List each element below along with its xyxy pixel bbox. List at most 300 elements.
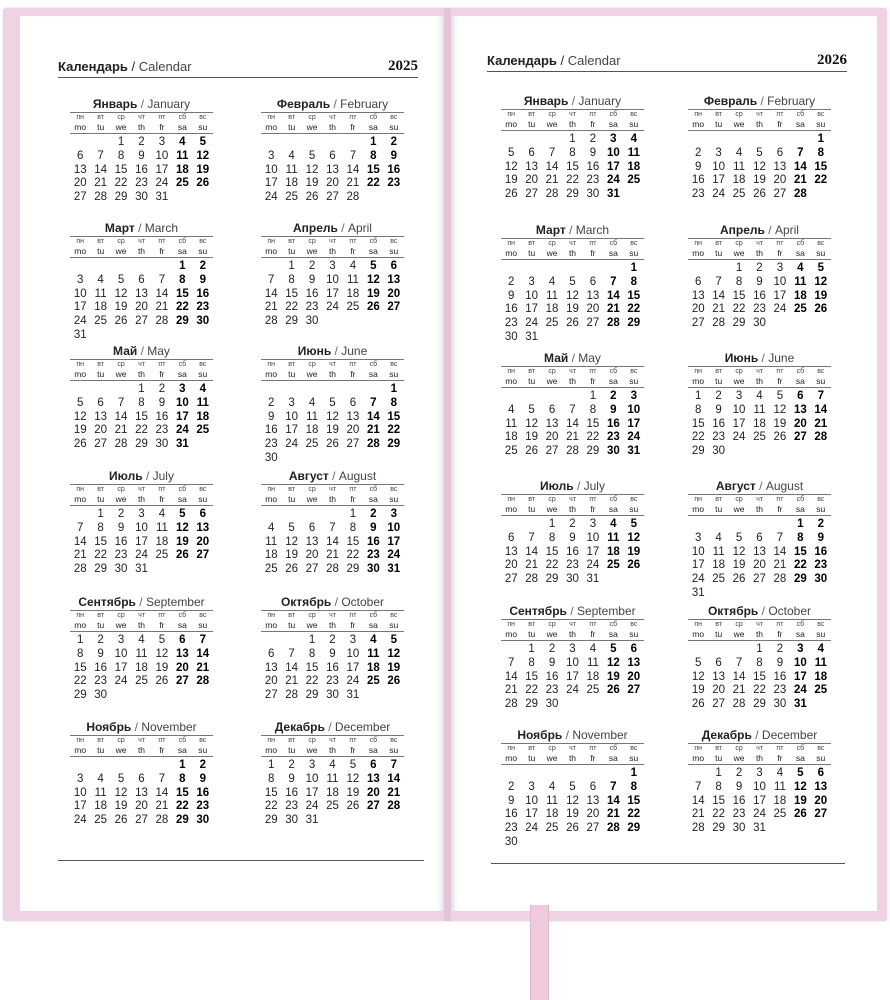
day-cell: 24 [753, 808, 766, 821]
weekday-label: пн [694, 496, 703, 503]
day-cell: 14 [326, 535, 339, 548]
day-cell: 24 [155, 177, 169, 190]
day-cell: 6 [589, 780, 597, 793]
day-cell: 23 [264, 438, 278, 451]
day-cell: 25 [773, 808, 787, 821]
day-cell: 23 [814, 559, 828, 572]
day-cell: 8 [390, 396, 397, 409]
day-cell: 5 [569, 780, 576, 793]
day-cell: 10 [155, 149, 169, 162]
weekday-label: пт [158, 612, 166, 619]
month-name-en: May [147, 344, 170, 358]
day-cell: 19 [326, 424, 339, 437]
day-cell: 7 [817, 390, 824, 402]
days-grid [688, 390, 831, 459]
day-cell: 16 [305, 287, 319, 300]
day-cell: 13 [73, 163, 87, 176]
day-cell: 7 [329, 521, 336, 534]
weekday-header-ru [688, 494, 831, 504]
day-cell: 20 [175, 661, 189, 674]
weekday-label: tu [97, 122, 105, 132]
month-name-en: December [334, 720, 391, 734]
day-cell: 1 [630, 767, 637, 779]
day-cell: 21 [773, 559, 787, 572]
day-cell: 16 [814, 545, 828, 558]
day-cell: 17 [606, 160, 620, 173]
day-cell: 16 [753, 289, 766, 302]
day-cell: 24 [114, 675, 128, 688]
blank-cell [70, 383, 90, 397]
weekday-header-ru [688, 238, 831, 248]
day-cell: 4 [756, 390, 763, 402]
weekday-label: пт [158, 114, 166, 121]
weekday-header-ru [688, 743, 831, 753]
weekday-label: сб [369, 114, 378, 121]
day-cell: 27 [73, 191, 87, 204]
weekday-rule [501, 130, 644, 131]
month-block [70, 594, 213, 703]
day-cell: 4 [715, 531, 722, 544]
month-name-ru: Октябрь [707, 604, 759, 618]
day-cell: 2 [508, 780, 515, 793]
month-block [261, 594, 404, 703]
day-cell: 19 [753, 174, 766, 187]
day-cell: 20 [545, 431, 559, 444]
month-name-ru: Февраль [276, 97, 331, 111]
weekday-label: we [306, 246, 318, 256]
month-name-separator: / [562, 728, 573, 742]
day-cell: 12 [366, 273, 380, 286]
weekday-label: mo [265, 494, 278, 504]
weekday-label: we [546, 753, 558, 763]
day-cell: 14 [545, 160, 559, 173]
day-cell: 10 [305, 772, 319, 785]
weekday-label: вс [630, 111, 638, 118]
weekday-label: tu [288, 494, 296, 504]
day-cell: 1 [288, 260, 295, 272]
day-cell: 27 [773, 188, 787, 201]
day-cell: 3 [610, 133, 617, 145]
weekday-label: ср [548, 745, 556, 752]
day-cell: 29 [732, 317, 746, 330]
day-cell: 27 [793, 431, 807, 444]
day-cell: 20 [691, 303, 705, 316]
weekday-label: mo [74, 745, 87, 755]
calendar-page-2025 [20, 16, 444, 911]
day-cell: 29 [753, 698, 766, 711]
weekday-label: пт [349, 612, 357, 619]
weekday-header-en [501, 629, 644, 640]
day-cell: 22 [814, 174, 828, 187]
day-cell: 3 [630, 390, 637, 402]
weekday-header-en [261, 494, 404, 505]
day-cell: 12 [814, 275, 828, 288]
day-cell: 8 [548, 531, 556, 544]
day-cell: 17 [346, 661, 360, 674]
month-block [688, 603, 831, 712]
day-cell: 6 [695, 275, 702, 288]
day-cell: 23 [504, 317, 518, 330]
day-cell: 15 [586, 417, 600, 430]
day-cell: 19 [387, 661, 401, 674]
weekday-label: пн [76, 238, 85, 245]
day-cell: 4 [370, 634, 377, 646]
weekday-label: пт [776, 745, 784, 752]
day-cell: 13 [691, 289, 705, 302]
day-cell: 6 [548, 403, 556, 416]
weekday-label: пт [589, 368, 597, 375]
footer-rule [491, 863, 845, 864]
day-cell: 2 [776, 643, 784, 655]
day-cell: 27 [712, 698, 726, 711]
day-cell: 30 [264, 451, 278, 464]
weekday-label: ср [117, 238, 125, 245]
day-cell: 28 [566, 445, 579, 458]
weekday-label: вт [97, 238, 105, 245]
day-cell: 19 [504, 174, 518, 187]
day-cell: 13 [135, 786, 148, 799]
weekday-label: tu [715, 629, 723, 639]
day-cell: 4 [610, 518, 617, 530]
weekday-label: su [389, 246, 399, 256]
month-name [688, 222, 831, 238]
weekday-label: sa [608, 248, 618, 258]
day-cell: 7 [548, 146, 556, 159]
day-cell: 25 [606, 559, 620, 572]
day-cell: 9 [610, 403, 617, 416]
day-cell: 14 [346, 163, 360, 176]
day-cell: 18 [753, 417, 766, 430]
day-cell: 8 [77, 647, 84, 660]
day-cell: 16 [504, 808, 518, 821]
day-cell: 16 [326, 661, 339, 674]
day-cell: 12 [114, 287, 128, 300]
day-cell: 27 [586, 317, 600, 330]
day-cell: 11 [306, 410, 319, 423]
weekday-rule [688, 387, 831, 388]
day-cell: 6 [776, 146, 784, 159]
day-cell: 9 [158, 396, 166, 409]
weekday-label: sa [368, 122, 378, 132]
header-rule [58, 77, 418, 78]
weekday-header-en [70, 369, 213, 380]
weekday-label: fr [350, 246, 356, 256]
day-cell: 19 [305, 177, 319, 190]
weekday-label: th [328, 620, 337, 630]
day-cell: 12 [196, 149, 210, 162]
month-name [70, 343, 213, 359]
weekday-label: mo [505, 119, 518, 129]
month-block [501, 478, 644, 587]
day-cell: 25 [793, 303, 807, 316]
day-cell: 2 [97, 634, 104, 646]
day-cell: 11 [627, 146, 640, 159]
day-cell: 5 [308, 149, 316, 162]
day-cell: 26 [346, 800, 360, 813]
day-cell: 12 [793, 780, 807, 793]
day-cell: 15 [285, 287, 299, 300]
day-cell: 16 [285, 786, 299, 799]
day-cell: 5 [349, 759, 357, 771]
day-cell: 9 [288, 772, 295, 785]
weekday-label: вт [715, 368, 723, 375]
month-name-en: June [768, 351, 795, 365]
weekday-rule [501, 640, 644, 641]
day-cell: 7 [199, 634, 206, 646]
weekday-label: th [755, 753, 764, 763]
day-cell: 5 [695, 656, 702, 669]
day-cell: 20 [814, 794, 828, 807]
day-cell: 23 [504, 822, 518, 835]
day-cell: 29 [305, 689, 319, 702]
day-cell: 5 [199, 136, 206, 148]
weekday-label: пт [589, 621, 597, 628]
weekday-label: вс [390, 737, 398, 744]
blank-cell [542, 262, 562, 276]
day-cell: 11 [176, 149, 189, 162]
day-cell: 16 [94, 661, 108, 674]
weekday-label: чт [138, 612, 145, 619]
planner-spine [444, 8, 451, 921]
blank-cell [521, 767, 541, 781]
weekday-label: th [328, 246, 337, 256]
weekday-label: fr [350, 122, 356, 132]
weekday-rule [261, 133, 404, 134]
day-cell: 27 [135, 814, 148, 827]
day-cell: 27 [504, 573, 518, 586]
day-cell: 20 [712, 684, 726, 697]
blank-cell [70, 508, 90, 522]
month-name-en: December [761, 728, 818, 742]
weekday-label: mo [265, 745, 278, 755]
weekday-label: чт [569, 111, 576, 118]
weekday-label: пт [776, 368, 784, 375]
weekday-label: ср [548, 240, 556, 247]
weekday-label: sa [795, 119, 805, 129]
day-cell: 15 [387, 410, 401, 423]
day-cell: 21 [732, 684, 746, 697]
weekday-label: su [389, 620, 399, 630]
day-cell: 17 [773, 289, 787, 302]
day-cell: 8 [288, 273, 295, 286]
weekday-header-en [261, 246, 404, 257]
day-cell: 2 [610, 390, 617, 402]
weekday-label: tu [528, 376, 536, 386]
weekday-label: вс [817, 240, 825, 247]
weekday-label: mo [265, 369, 278, 379]
weekday-label: ср [117, 114, 125, 121]
day-cell: 12 [175, 521, 189, 534]
day-cell: 24 [566, 684, 579, 697]
blank-cell [281, 634, 301, 648]
day-cell: 2 [548, 643, 556, 655]
day-cell: 10 [732, 403, 746, 416]
weekday-label: th [755, 376, 764, 386]
header-rule [487, 71, 847, 72]
day-cell: 21 [94, 177, 108, 190]
weekday-label: fr [777, 119, 783, 129]
day-cell: 5 [630, 518, 637, 530]
weekday-label: вт [288, 737, 296, 744]
day-cell: 9 [390, 149, 397, 162]
day-cell: 27 [545, 445, 559, 458]
day-cell: 12 [305, 163, 319, 176]
day-cell: 25 [346, 301, 360, 314]
day-cell: 26 [305, 191, 319, 204]
day-cell: 31 [793, 698, 807, 711]
weekday-rule [70, 505, 213, 506]
day-cell: 25 [586, 684, 600, 697]
month-name-separator: / [568, 94, 579, 108]
day-cell: 17 [285, 424, 299, 437]
day-cell: 18 [264, 549, 278, 562]
month-name-en: February [767, 94, 816, 108]
day-cell: 30 [732, 822, 746, 835]
day-cell: 8 [797, 531, 804, 544]
day-cell: 4 [735, 146, 743, 159]
weekday-label: th [328, 122, 337, 132]
weekday-label: ср [308, 612, 316, 619]
day-cell: 3 [797, 643, 804, 655]
day-cell: 26 [814, 303, 828, 316]
weekday-header-ru [70, 735, 213, 745]
day-cell: 29 [175, 814, 189, 827]
month-block [688, 93, 831, 202]
day-cell: 3 [776, 262, 784, 274]
weekday-label: mo [74, 494, 87, 504]
day-cell: 12 [627, 531, 641, 544]
day-cell: 19 [566, 303, 579, 316]
day-cell: 2 [138, 136, 145, 148]
day-cell: 6 [97, 396, 104, 409]
day-cell: 24 [627, 431, 641, 444]
weekday-header-en [501, 504, 644, 515]
day-cell: 30 [606, 445, 620, 458]
weekday-rule [70, 631, 213, 632]
page-title: Календарь / Calendar [487, 53, 621, 68]
day-cell: 20 [326, 177, 339, 190]
day-cell: 21 [691, 808, 705, 821]
day-cell: 9 [97, 647, 104, 660]
day-cell: 17 [691, 559, 705, 572]
blank-cell [770, 133, 790, 147]
weekday-label: чт [329, 238, 336, 245]
days-grid [261, 260, 404, 329]
blank-cell [688, 518, 708, 532]
day-cell: 22 [691, 431, 705, 444]
day-cell: 16 [196, 786, 210, 799]
weekday-label: sa [608, 376, 618, 386]
weekday-label: fr [777, 504, 783, 514]
day-cell: 10 [326, 273, 339, 286]
day-cell: 30 [753, 317, 766, 330]
day-cell: 12 [773, 403, 787, 416]
day-cell: 11 [753, 403, 766, 416]
weekday-label: su [198, 494, 208, 504]
weekday-label: fr [590, 119, 596, 129]
day-cell: 9 [329, 647, 336, 660]
weekday-label: сб [796, 240, 805, 247]
day-cell: 2 [117, 508, 125, 520]
weekday-label: сб [369, 612, 378, 619]
blank-cell [111, 260, 131, 274]
weekday-label: we [546, 248, 558, 258]
blank-cell [729, 133, 749, 147]
day-cell: 28 [525, 573, 539, 586]
weekday-label: th [137, 494, 146, 504]
month-name-en: March [144, 221, 179, 235]
weekday-header-en [70, 620, 213, 631]
blank-cell [603, 262, 623, 276]
weekday-label: вс [630, 240, 638, 247]
day-cell: 23 [305, 301, 319, 314]
day-cell: 22 [627, 808, 641, 821]
day-cell: 22 [264, 800, 278, 813]
weekday-label: ср [735, 745, 743, 752]
blank-cell [790, 133, 810, 147]
month-name-separator: / [337, 221, 348, 235]
weekday-label: mo [692, 753, 705, 763]
weekday-rule [70, 133, 213, 134]
month-name-separator: / [137, 97, 148, 111]
day-cell: 20 [387, 287, 401, 300]
blank-cell [729, 518, 749, 532]
weekday-label: вт [97, 612, 105, 619]
day-cell: 6 [817, 767, 824, 779]
day-cell: 1 [589, 390, 597, 402]
weekday-label: su [816, 504, 826, 514]
weekday-label: пт [589, 111, 597, 118]
weekday-rule [501, 259, 644, 260]
month-name-ru: Апрель [720, 223, 765, 237]
day-cell: 19 [793, 794, 807, 807]
day-cell: 25 [712, 573, 726, 586]
weekday-rule [688, 130, 831, 131]
month-block [70, 96, 213, 205]
day-cell: 4 [329, 759, 336, 771]
day-cell: 6 [138, 273, 145, 286]
day-cell: 20 [135, 301, 148, 314]
month-name [501, 478, 644, 494]
day-cell: 10 [264, 163, 278, 176]
day-cell: 16 [586, 160, 600, 173]
day-cell: 31 [387, 563, 401, 576]
day-cell: 11 [546, 794, 559, 807]
day-cell: 22 [627, 303, 641, 316]
weekday-label: su [198, 122, 208, 132]
weekday-header-en [688, 119, 831, 130]
month-name-separator: / [137, 344, 148, 358]
day-cell: 1 [548, 518, 556, 530]
weekday-label: tu [288, 246, 296, 256]
day-cell: 4 [97, 772, 104, 785]
day-cell: 27 [94, 438, 108, 451]
day-cell: 22 [525, 684, 539, 697]
day-cell: 14 [606, 794, 620, 807]
day-cell: 22 [793, 559, 807, 572]
day-cell: 12 [753, 160, 766, 173]
month-name-ru: Ноябрь [517, 728, 563, 742]
day-cell: 25 [196, 424, 210, 437]
day-cell: 9 [548, 656, 556, 669]
day-cell: 1 [308, 634, 316, 646]
weekday-label: вс [390, 238, 398, 245]
day-cell: 31 [586, 573, 600, 586]
day-cell: 19 [285, 549, 299, 562]
weekday-label: sa [368, 620, 378, 630]
weekday-header-ru [70, 359, 213, 369]
day-cell: 17 [566, 670, 579, 683]
